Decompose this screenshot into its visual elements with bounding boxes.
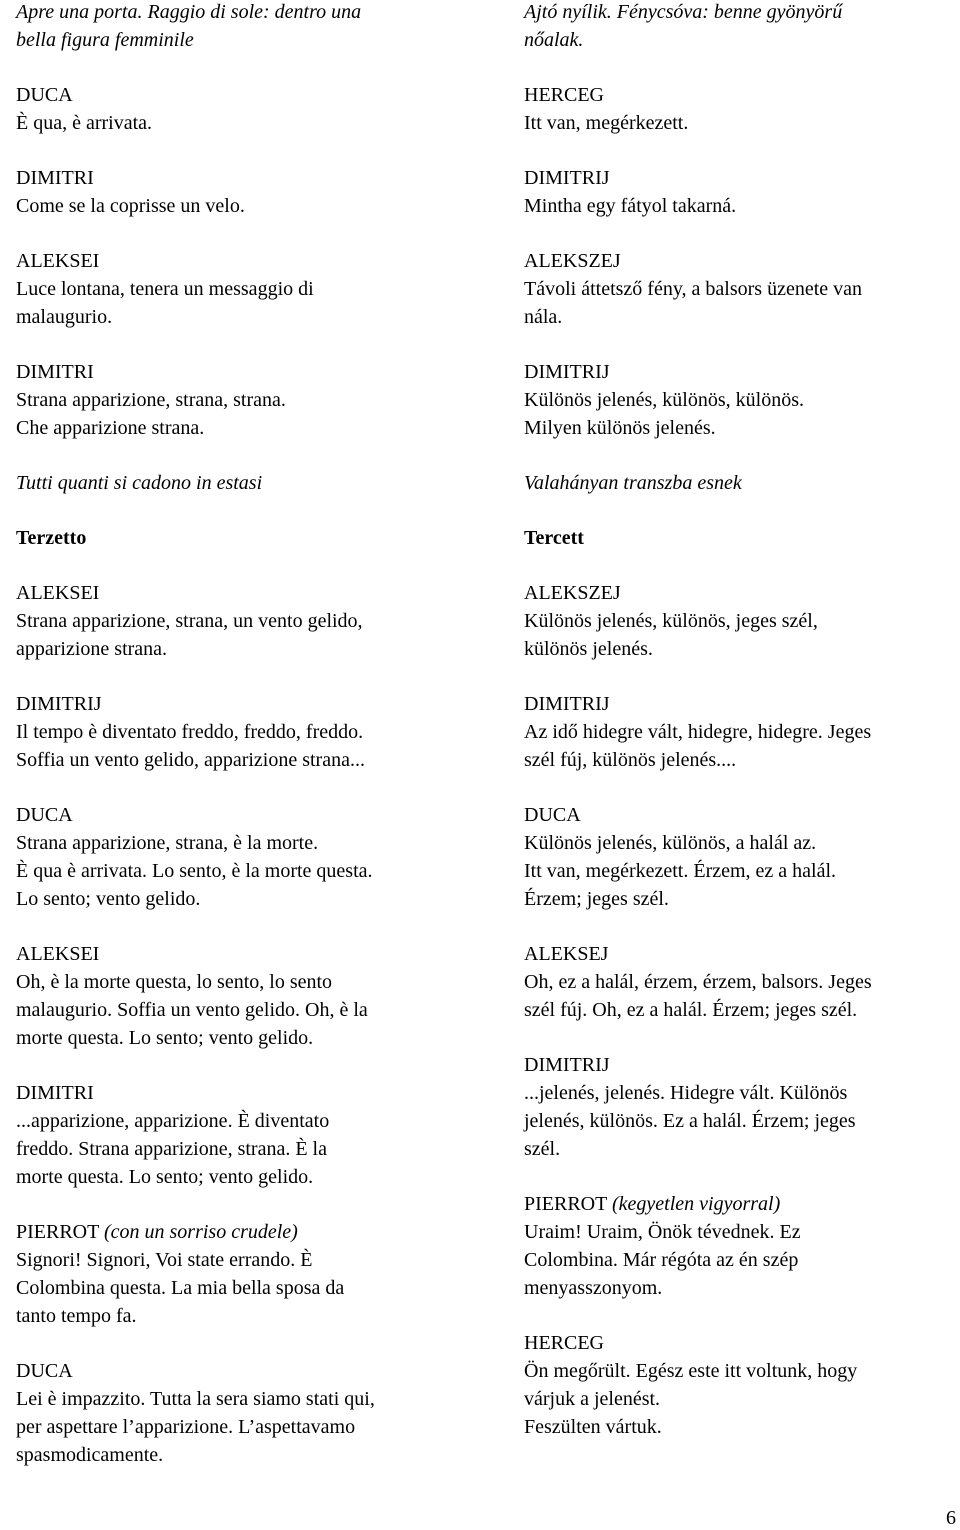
text-line: Uraim! Uraim, Önök tévednek. Ez <box>524 1221 801 1243</box>
text-line: morte questa. Lo sento; vento gelido. <box>16 1166 314 1188</box>
italian-column <box>16 0 452 1496</box>
text-line: freddo. Strana apparizione, strana. È la <box>16 1138 327 1160</box>
text-line: Lei è impazzito. Tutta la sera siamo stati qui, <box>16 1388 375 1410</box>
dialogue-block <box>16 940 452 1052</box>
stage-direction <box>524 469 960 497</box>
speaker-name: DUCA <box>16 84 73 106</box>
dialogue-block <box>524 690 960 774</box>
text-line: Mintha egy fátyol takarná. <box>524 195 737 217</box>
section-heading <box>16 524 452 552</box>
stage-direction-line: Ajtó nyílik. Fénycsóva: benne gyönyörű <box>524 1 843 23</box>
text-line: ...jelenés, jelenés. Hidegre vált. Különös <box>524 1082 848 1104</box>
text-line: Különös jelenés, különös, különös. <box>524 389 804 411</box>
text-line: Lo sento; vento gelido. <box>16 888 201 910</box>
dialogue-block <box>524 247 960 331</box>
speaker-name: ALEKSEI <box>16 582 100 604</box>
speaker-direction: (kegyetlen vigyorral) <box>611 1193 781 1215</box>
text-line: Soffia un vento gelido, apparizione strana... <box>16 749 365 771</box>
text-line: Strana apparizione, strana, strana. <box>16 389 286 411</box>
text-line: malaugurio. <box>16 306 113 328</box>
speaker-name: DIMITRI <box>16 361 94 383</box>
text-line: morte questa. Lo sento; vento gelido. <box>16 1027 314 1049</box>
speaker-name: DIMITRIJ <box>524 1054 610 1076</box>
dialogue-block <box>524 164 960 220</box>
text-line: Oh, ez a halál, érzem, érzem, balsors. Jeges <box>524 971 872 993</box>
text-line: spasmodicamente. <box>16 1444 164 1466</box>
text-line: Milyen különös jelenés. <box>524 417 716 439</box>
text-line: Strana apparizione, strana, è la morte. <box>16 832 319 854</box>
text-line: per aspettare l’apparizione. L’aspettavamo <box>16 1416 356 1438</box>
speaker-name: DIMITRIJ <box>524 693 610 715</box>
text-line: Különös jelenés, különös, jeges szél, <box>524 610 818 632</box>
text-line: malaugurio. Soffia un vento gelido. Oh, è la <box>16 999 368 1021</box>
text-line: Távoli áttetsző fény, a balsors üzenete van <box>524 278 863 300</box>
speaker-line <box>524 1190 960 1218</box>
text-line: Itt van, megérkezett. Érzem, ez a halál. <box>524 860 837 882</box>
speaker-name: DUCA <box>16 804 73 826</box>
text-line: jelenés, különös. Ez a halál. Érzem; jeges <box>524 1110 856 1132</box>
text-line: különös jelenés. <box>524 638 653 660</box>
text-line: Oh, è la morte questa, lo sento, lo sento <box>16 971 333 993</box>
text-line: Signori! Signori, Voi state errando. È <box>16 1249 313 1271</box>
dialogue-block <box>524 81 960 137</box>
text-line: ...apparizione, apparizione. È diventato <box>16 1110 330 1132</box>
dialogue-block <box>16 1357 452 1469</box>
stage-direction <box>524 0 960 54</box>
text-line: szél fúj, különös jelenés.... <box>524 749 737 771</box>
page-number: 6 <box>946 1507 956 1529</box>
speaker-name: HERCEG <box>524 84 604 106</box>
dialogue-block <box>16 579 452 663</box>
dialogue-block <box>524 358 960 442</box>
text-line: Feszülten vártuk. <box>524 1416 662 1438</box>
section-title: Terzetto <box>16 527 87 549</box>
speaker-name: ALEKSEI <box>16 943 100 965</box>
speaker-name: DUCA <box>524 804 581 826</box>
speaker-line <box>16 1218 452 1246</box>
text-line: szél. <box>524 1138 561 1160</box>
speaker-name: DIMITRI <box>16 167 94 189</box>
text-line: È qua, è arrivata. <box>16 112 153 134</box>
speaker-name: ALEKSEJ <box>524 943 609 965</box>
dialogue-block <box>524 1329 960 1441</box>
dialogue-block <box>16 690 452 774</box>
dialogue-block <box>16 1079 452 1191</box>
stage-direction-line: bella figura femminile <box>16 29 194 51</box>
text-line: apparizione strana. <box>16 638 168 660</box>
section-heading <box>524 524 960 552</box>
dialogue-block <box>16 247 452 331</box>
stage-direction <box>16 469 452 497</box>
speaker-name: PIERROT <box>524 1193 607 1215</box>
speaker-name: ALEKSZEJ <box>524 582 621 604</box>
speaker-name: ALEKSEI <box>16 250 100 272</box>
text-line: Il tempo è diventato freddo, freddo, freddo. <box>16 721 364 743</box>
speaker-name: DIMITRIJ <box>16 693 102 715</box>
dialogue-block <box>524 940 960 1024</box>
dialogue-block <box>16 164 452 220</box>
stage-direction-line: Valahányan transzba esnek <box>524 472 742 494</box>
stage-direction <box>16 0 452 54</box>
dialogue-block <box>524 1051 960 1163</box>
stage-direction-line: Tutti quanti si cadono in estasi <box>16 472 263 494</box>
speaker-name: PIERROT <box>16 1221 99 1243</box>
speaker-name: HERCEG <box>524 1332 604 1354</box>
text-line: Colombina questa. La mia bella sposa da <box>16 1277 345 1299</box>
stage-direction-line: nőalak. <box>524 29 584 51</box>
text-line: várjuk a jelenést. <box>524 1388 661 1410</box>
dialogue-block <box>16 1218 452 1330</box>
text-line: Itt van, megérkezett. <box>524 112 689 134</box>
section-title: Tercett <box>524 527 584 549</box>
text-line: Érzem; jeges szél. <box>524 888 669 910</box>
dialogue-block <box>524 801 960 913</box>
text-line: Come se la coprisse un velo. <box>16 195 245 217</box>
dialogue-block <box>16 81 452 137</box>
speaker-name: DIMITRIJ <box>524 167 610 189</box>
speaker-name: ALEKSZEJ <box>524 250 621 272</box>
speaker-name: DIMITRIJ <box>524 361 610 383</box>
stage-direction-line: Apre una porta. Raggio di sole: dentro una <box>16 1 362 23</box>
text-line: È qua è arrivata. Lo sento, è la morte questa. <box>16 860 373 882</box>
text-line: Az idő hidegre vált, hidegre, hidegre. Jeges <box>524 721 872 743</box>
text-line: nála. <box>524 306 563 328</box>
speaker-name: DIMITRI <box>16 1082 94 1104</box>
text-line: szél fúj. Oh, ez a halál. Érzem; jeges szél. <box>524 999 858 1021</box>
hungarian-column <box>524 0 960 1468</box>
dialogue-block <box>524 1190 960 1302</box>
text-line: Che apparizione strana. <box>16 417 205 439</box>
text-line: tanto tempo fa. <box>16 1305 137 1327</box>
text-line: Strana apparizione, strana, un vento gelido, <box>16 610 363 632</box>
text-line: Különös jelenés, különös, a halál az. <box>524 832 817 854</box>
dialogue-block <box>16 358 452 442</box>
text-line: menyasszonyom. <box>524 1277 663 1299</box>
text-line: Colombina. Már régóta az én szép <box>524 1249 799 1271</box>
text-line: Ön megőrült. Egész este itt voltunk, hogy <box>524 1360 858 1382</box>
speaker-name: DUCA <box>16 1360 73 1382</box>
text-line: Luce lontana, tenera un messaggio di <box>16 278 314 300</box>
dialogue-block <box>16 801 452 913</box>
dialogue-block <box>524 579 960 663</box>
speaker-direction: (con un sorriso crudele) <box>103 1221 298 1243</box>
